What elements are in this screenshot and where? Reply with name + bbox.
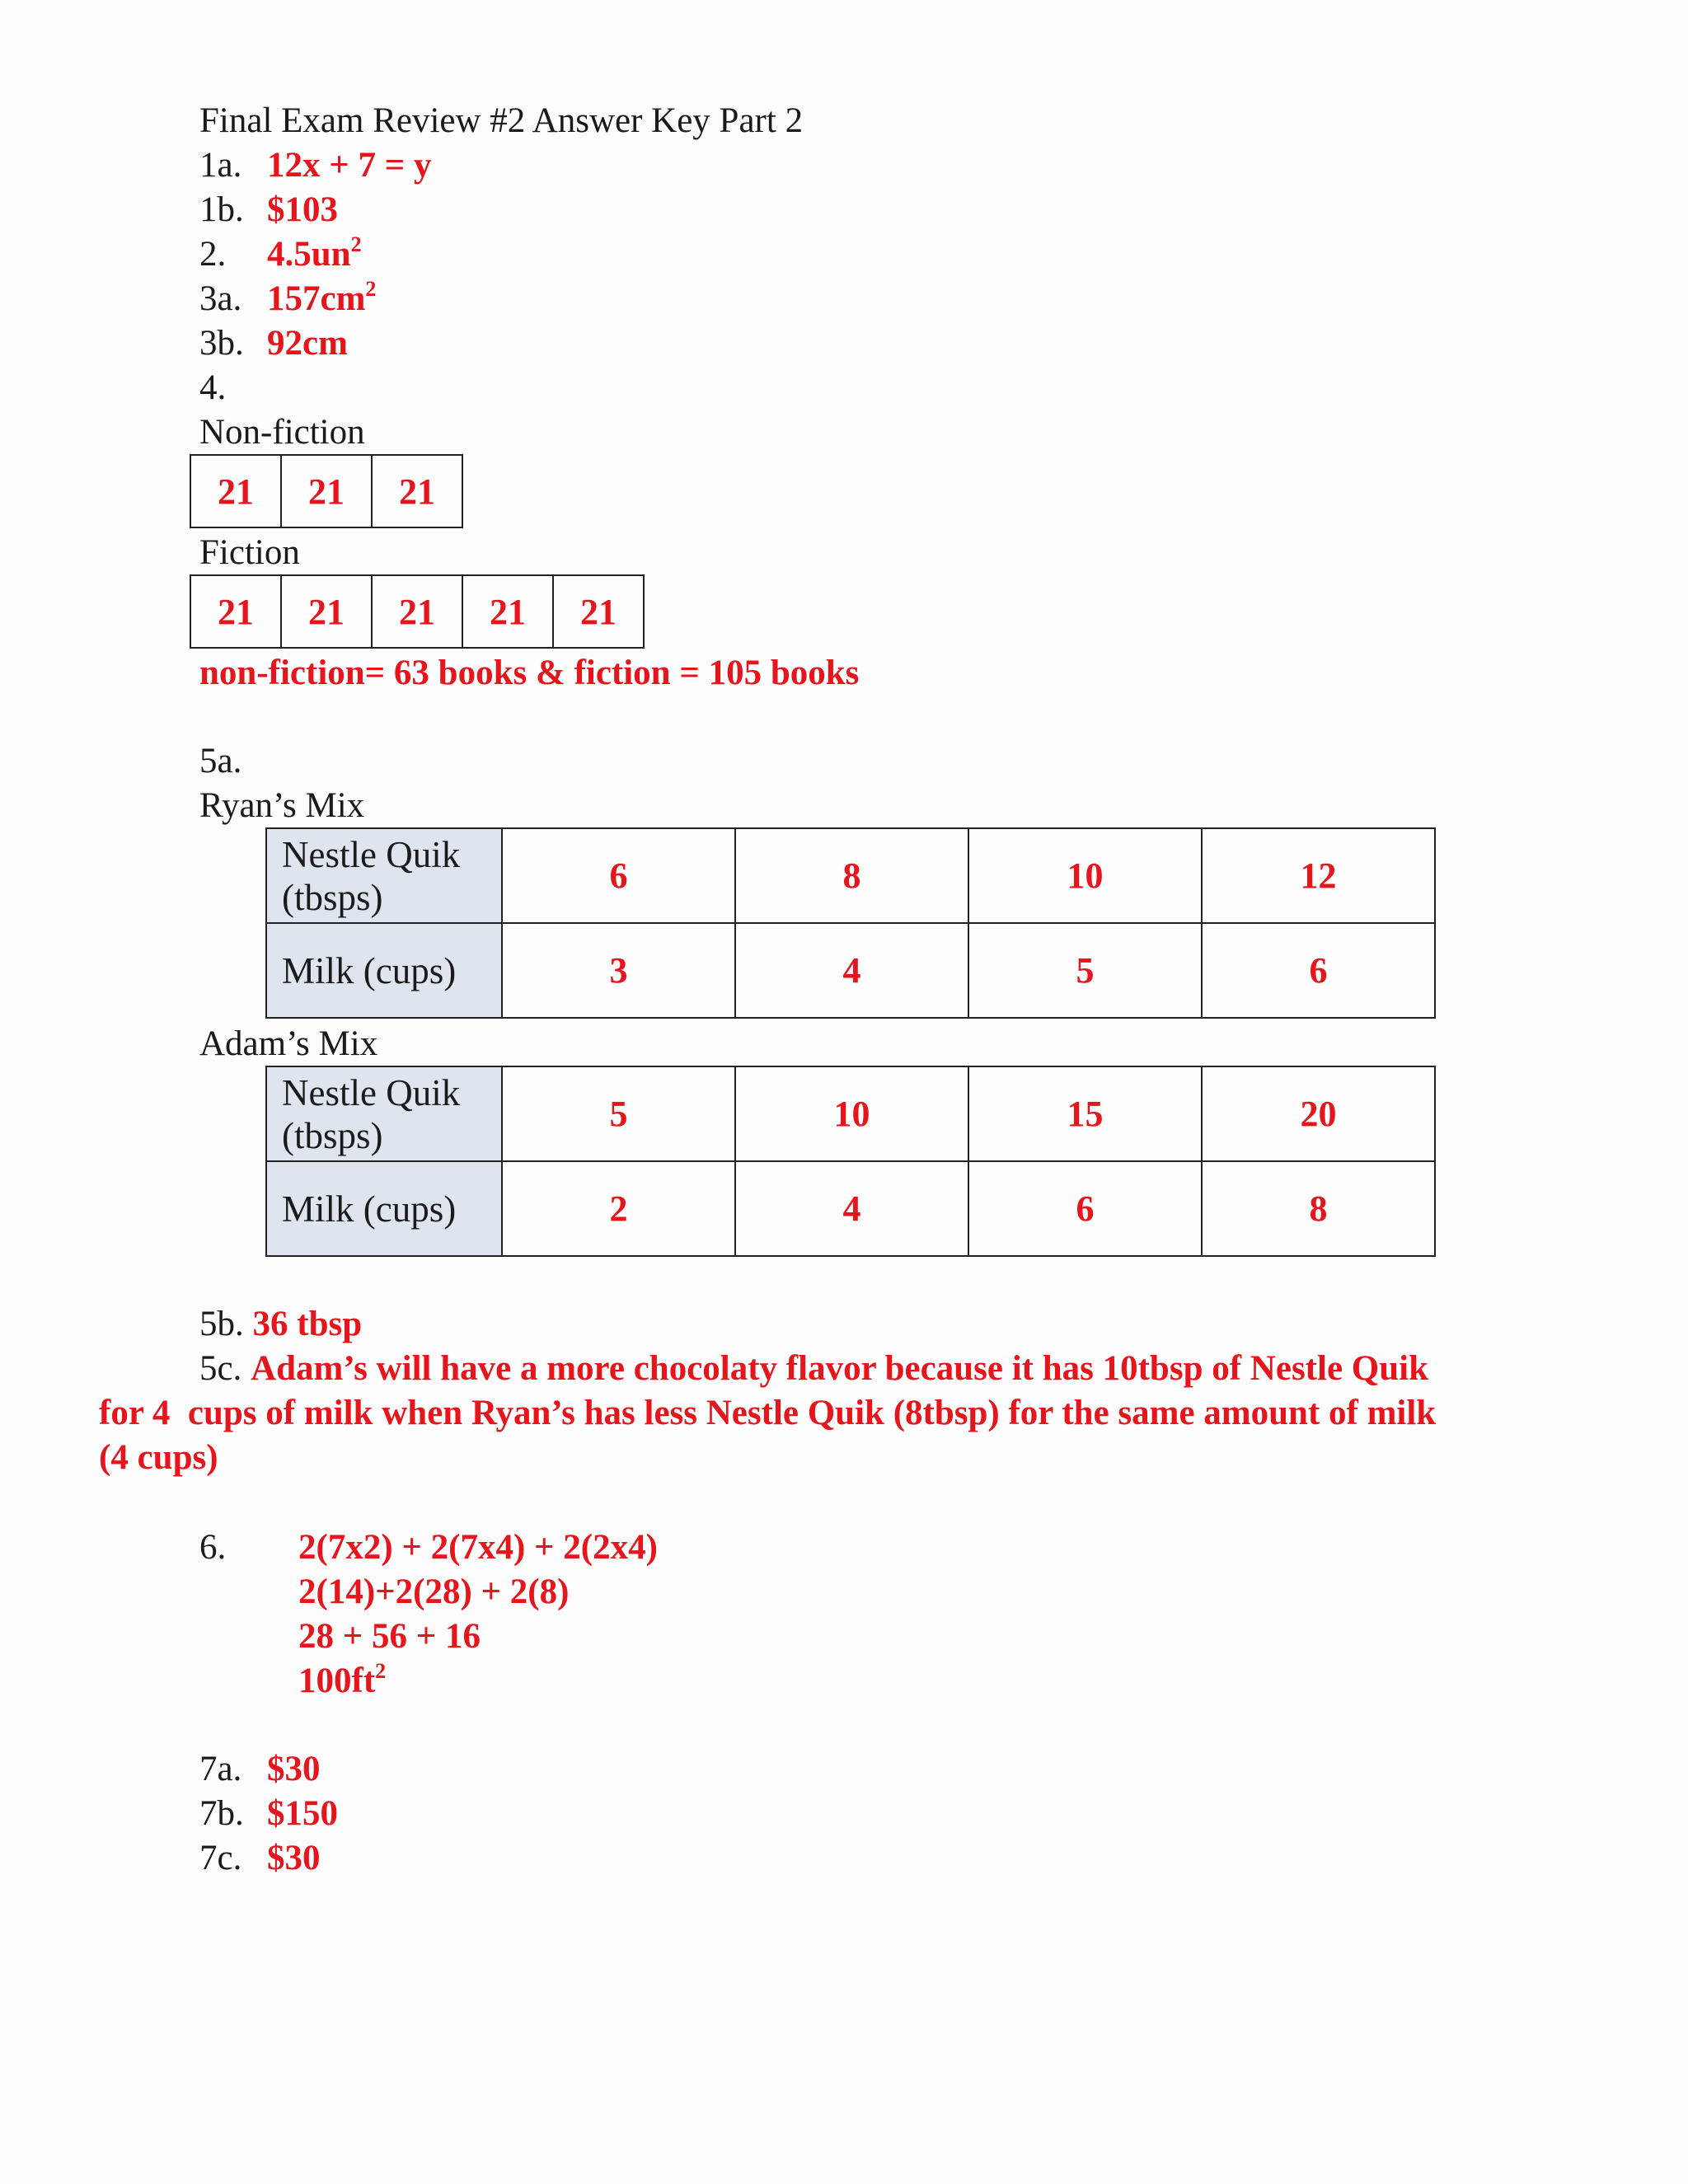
nonfiction-tape-diagram <box>190 454 463 528</box>
table-cell: 8 <box>1202 1161 1435 1256</box>
answer-text: 4.5un <box>267 235 351 274</box>
label-line: Nestle Quik <box>282 1071 461 1113</box>
answer-text: 92cm <box>267 324 348 363</box>
answer-3b <box>199 321 348 366</box>
table-row <box>266 1161 1435 1256</box>
row-label: Milk (cups) <box>266 923 502 1018</box>
table-cell: 3 <box>502 923 735 1018</box>
answer-text: $30 <box>267 1839 321 1877</box>
answer-2 <box>199 232 362 277</box>
table-cell: 20 <box>1202 1066 1435 1161</box>
question-number: 7a. <box>199 1750 242 1788</box>
answer-5c-line1 <box>99 1347 1582 1391</box>
tape-box: 21 <box>580 591 617 632</box>
question-number: 7c. <box>199 1839 242 1877</box>
tape-box: 21 <box>191 456 282 527</box>
table-cell: 10 <box>735 1066 968 1161</box>
tape-box: 21 <box>399 471 435 512</box>
answer-7c <box>199 1836 321 1881</box>
table-cell: 4 <box>735 923 968 1018</box>
answer-text: Adam’s will have a more chocolaty flavor because it has 10tbsp of Nestle Quik <box>251 1349 1429 1388</box>
row-label <box>266 1066 502 1161</box>
table-cell: 6 <box>502 828 735 923</box>
page-title: Final Exam Review #2 Answer Key Part 2 <box>199 101 804 140</box>
ryan-mix-title: Ryan’s Mix <box>199 786 365 825</box>
adam-mix-table <box>265 1066 1436 1257</box>
fiction-label: Fiction <box>199 533 300 572</box>
table-cell: 10 <box>968 828 1202 923</box>
answer-7a <box>199 1747 321 1792</box>
question-number: 3b. <box>199 324 244 363</box>
table-cell: 8 <box>735 828 968 923</box>
q6-step-2: 2(14)+2(28) + 2(8) <box>298 1572 570 1611</box>
answer-1a <box>199 143 432 188</box>
ryan-mix-table <box>265 827 1436 1019</box>
answer-text: $150 <box>267 1794 338 1833</box>
table-row <box>266 1066 1435 1161</box>
row-label <box>266 828 502 923</box>
question-number: 3a. <box>199 279 242 318</box>
answer-3a <box>199 277 376 321</box>
question-number: 2. <box>199 235 227 274</box>
tape-box: 21 <box>282 456 373 527</box>
answer-text: $103 <box>267 190 338 229</box>
answer-text: 100ft <box>298 1661 376 1700</box>
answer-5c <box>99 1347 1582 1480</box>
label-line: (tbsps) <box>282 1114 383 1156</box>
answer-exponent: 2 <box>375 1658 387 1683</box>
table-cell: 6 <box>968 1161 1202 1256</box>
table-row <box>266 828 1435 923</box>
answer-text: 12x + 7 = y <box>267 146 432 185</box>
label-line: Nestle Quik <box>282 833 461 875</box>
table-cell: 15 <box>968 1066 1202 1161</box>
answer-5b <box>199 1302 362 1347</box>
question-6-number: 6. <box>199 1528 227 1567</box>
q6-step-1: 2(7x2) + 2(7x4) + 2(2x4) <box>298 1528 658 1567</box>
nonfiction-label: Non-fiction <box>199 413 365 452</box>
table-row <box>266 923 1435 1018</box>
tape-box: 21 <box>373 576 463 647</box>
question-number: 4. <box>199 368 227 407</box>
answer-5c-line3: (4 cups) <box>99 1438 218 1477</box>
answer-exponent: 2 <box>365 276 377 301</box>
table-cell: 5 <box>968 923 1202 1018</box>
table-cell: 2 <box>502 1161 735 1256</box>
tape-box: 21 <box>463 576 554 647</box>
table-cell: 12 <box>1202 828 1435 923</box>
answer-7b <box>199 1792 338 1836</box>
table-cell: 6 <box>1202 923 1435 1018</box>
q6-final <box>298 1659 386 1704</box>
answer-1b <box>199 188 338 232</box>
answer-text: $30 <box>267 1750 321 1788</box>
table-cell: 5 <box>502 1066 735 1161</box>
q6-step-3: 28 + 56 + 16 <box>298 1617 481 1656</box>
question-5a-label: 5a. <box>199 742 242 780</box>
question-number: 7b. <box>199 1794 244 1833</box>
question-number: 5c. <box>199 1349 242 1388</box>
label-line: (tbsps) <box>282 876 383 918</box>
question-number: 1b. <box>199 190 244 229</box>
answer-text: 36 tbsp <box>252 1305 363 1343</box>
answer-4 <box>199 366 267 410</box>
fiction-tape-diagram <box>190 574 645 649</box>
q4-result: non-fiction= 63 books & fiction = 105 books <box>199 654 860 692</box>
adam-mix-title: Adam’s Mix <box>199 1024 378 1063</box>
question-number: 1a. <box>199 146 242 185</box>
tape-box: 21 <box>282 576 373 647</box>
answer-text: 157cm <box>267 279 366 318</box>
question-number: 5b. <box>199 1305 244 1343</box>
row-label: Milk (cups) <box>266 1161 502 1256</box>
answer-5c-line2: for 4 cups of milk when Ryan’s has less Nestle Quik (8tbsp) for the same amount of milk <box>99 1394 1437 1432</box>
answer-exponent: 2 <box>350 232 362 256</box>
tape-box: 21 <box>191 576 282 647</box>
table-cell: 4 <box>735 1161 968 1256</box>
